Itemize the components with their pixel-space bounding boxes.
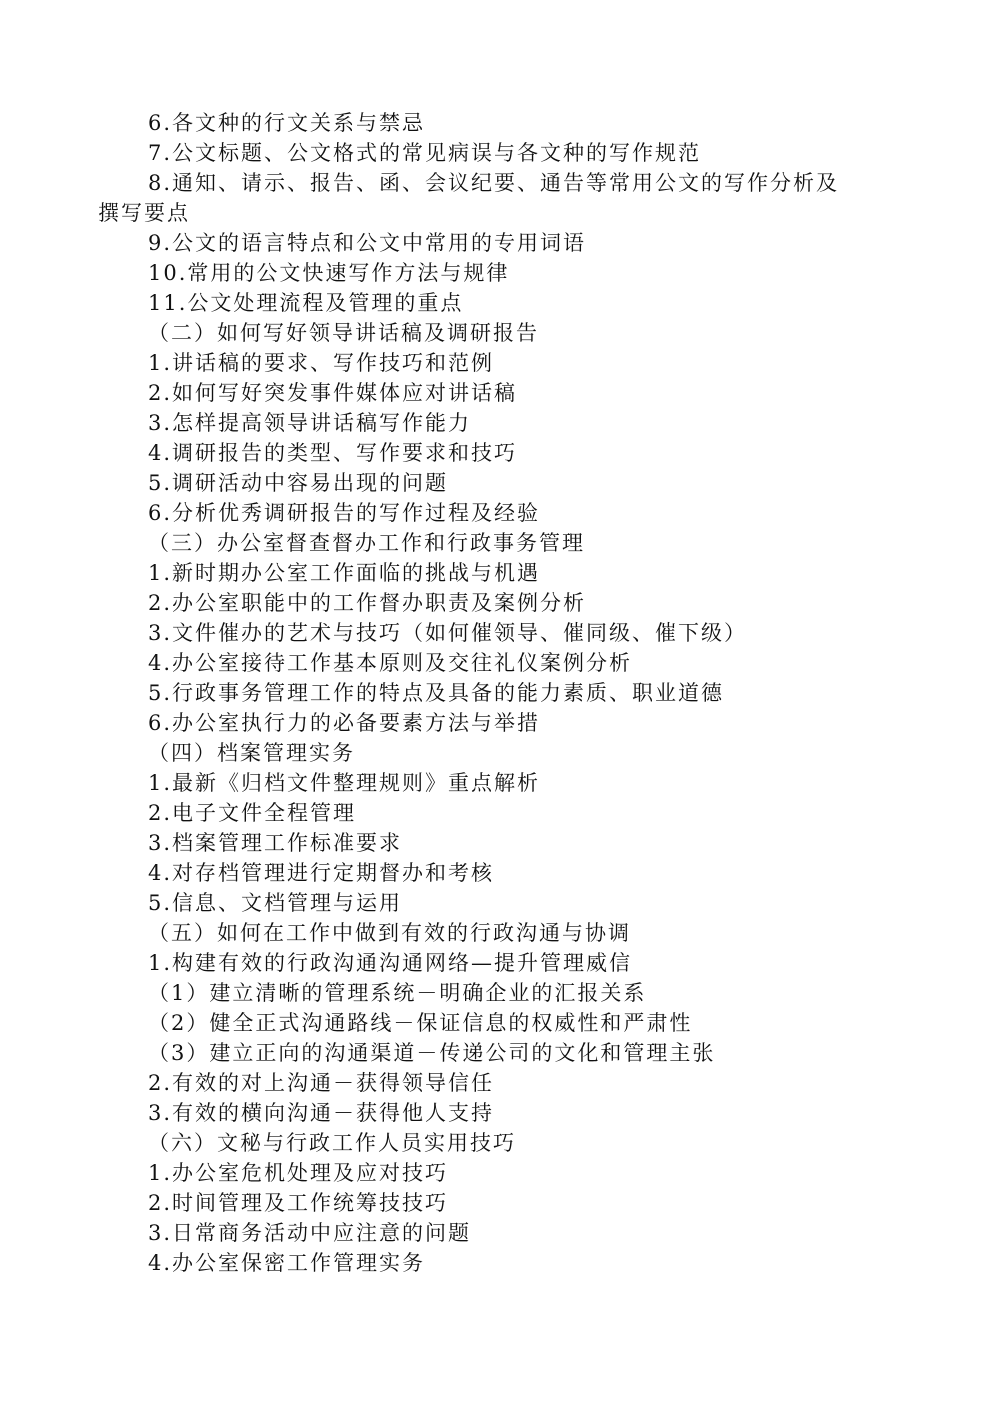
text-line: 3.文件催办的艺术与技巧（如何催领导、催同级、催下级）: [148, 621, 748, 645]
text-line: （3）建立正向的沟通渠道－传递公司的文化和管理主张: [148, 1041, 716, 1065]
text-line: 2.办公室职能中的工作督办职责及案例分析: [148, 591, 587, 615]
text-line: 5.调研活动中容易出现的问题: [148, 471, 449, 495]
section-heading: （六）文秘与行政工作人员实用技巧: [148, 1131, 516, 1155]
text-line: 4.对存档管理进行定期督办和考核: [148, 861, 495, 885]
text-line: （1）建立清晰的管理系统－明确企业的汇报关系: [148, 981, 647, 1005]
text-line: 2.有效的对上沟通－获得领导信任: [148, 1071, 495, 1095]
text-line: 3.日常商务活动中应注意的问题: [148, 1221, 472, 1245]
text-line: 1.最新《归档文件整理规则》重点解析: [148, 771, 541, 795]
text-line: 3.有效的横向沟通－获得他人支持: [148, 1101, 495, 1125]
text-line: 2.电子文件全程管理: [148, 801, 357, 825]
text-line: 4.办公室保密工作管理实务: [148, 1251, 426, 1275]
text-line: 3.档案管理工作标准要求: [148, 831, 403, 855]
text-line: 6.分析优秀调研报告的写作过程及经验: [148, 501, 541, 525]
text-line: 7.公文标题、公文格式的常见病误与各文种的写作规范: [148, 141, 702, 165]
section-heading: （三）办公室督查督办工作和行政事务管理: [148, 531, 585, 555]
section-heading: （四）档案管理实务: [148, 741, 355, 765]
text-line: 6.各文种的行文关系与禁忌: [148, 111, 426, 135]
text-line: （2）健全正式沟通路线－保证信息的权威性和严肃性: [148, 1011, 693, 1035]
text-line: 2.时间管理及工作统筹技技巧: [148, 1191, 449, 1215]
text-line: 8.通知、请示、报告、函、会议纪要、通告等常用公文的写作分析及: [148, 171, 840, 195]
text-line: 1.构建有效的行政沟通沟通网络—提升管理威信: [148, 951, 633, 975]
text-line: 4.办公室接待工作基本原则及交往礼仪案例分析: [148, 651, 633, 675]
text-line: 1.新时期办公室工作面临的挑战与机遇: [148, 561, 541, 585]
document-body: [98, 108, 908, 1278]
text-line: 5.信息、文档管理与运用: [148, 891, 403, 915]
text-line-continuation: 撰写要点: [98, 201, 190, 225]
text-line: 1.办公室危机处理及应对技巧: [148, 1161, 449, 1185]
text-line: 6.办公室执行力的必备要素方法与举措: [148, 711, 541, 735]
text-line: 10.常用的公文快速写作方法与规律: [148, 261, 510, 285]
text-line: 2.如何写好突发事件媒体应对讲话稿: [148, 381, 518, 405]
text-line: 11.公文处理流程及管理的重点: [148, 291, 464, 315]
text-line: 9.公文的语言特点和公文中常用的专用词语: [148, 231, 587, 255]
section-heading: （五）如何在工作中做到有效的行政沟通与协调: [148, 921, 631, 945]
text-line: 1.讲话稿的要求、写作技巧和范例: [148, 351, 495, 375]
text-line: 4.调研报告的类型、写作要求和技巧: [148, 441, 518, 465]
text-line: 5.行政事务管理工作的特点及具备的能力素质、职业道德: [148, 681, 725, 705]
text-line: 3.怎样提高领导讲话稿写作能力: [148, 411, 472, 435]
section-heading: （二）如何写好领导讲话稿及调研报告: [148, 321, 539, 345]
